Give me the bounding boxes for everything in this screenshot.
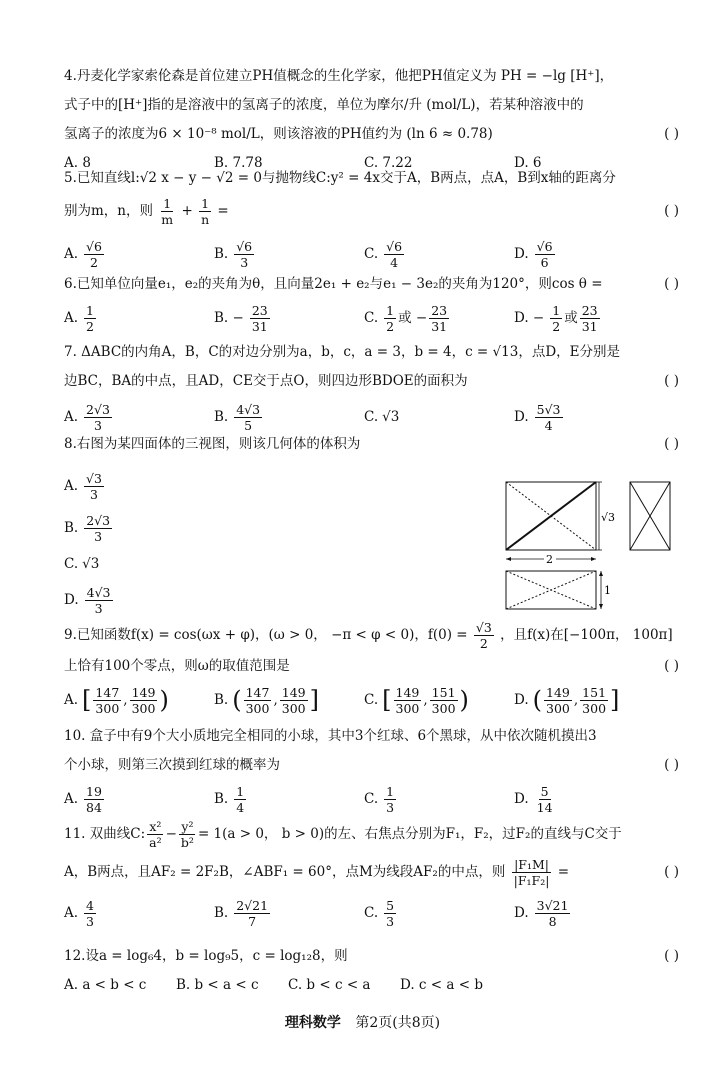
q12-option-a: A. a < b < c	[64, 977, 147, 993]
q12-option-c: C. b < c < a	[288, 977, 371, 993]
question-9	[64, 618, 679, 716]
question-11	[64, 816, 679, 929]
q8-answer-bracket: ( )	[664, 436, 679, 452]
footer-page-number: 第2页(共8页)	[355, 1015, 441, 1031]
q9-answer-bracket: ( )	[664, 658, 679, 674]
page-footer	[0, 1012, 725, 1032]
q4-option-c: C. 7.22	[364, 155, 413, 171]
q10-options	[64, 784, 679, 815]
q10-stem-line-1: 10. 盒子中有9个大小质地完全相同的小球，其中3个红球、6个黑球，从中依次随机摸出3	[64, 728, 597, 744]
q9-frac-sqrt3-over-2: $\frac{√3}{2}$	[475, 620, 492, 651]
question-6	[64, 270, 679, 334]
q4-option-d: D. 6	[514, 155, 542, 171]
q11-frac-ratio: $\frac{\text{|F₁M|}}{\text{|F₁F₂|}}$	[513, 857, 550, 888]
q7-option-d: D. $\frac{5√3}{4}$	[514, 402, 561, 433]
q5-frac-1-over-m: $\frac{1}{m}$	[161, 196, 174, 227]
q12-option-b: B. b < a < c	[176, 977, 259, 993]
question-7	[64, 338, 679, 433]
q11-option-c: C. $\frac{5}{3}$	[364, 898, 395, 929]
q4-option-a: A. 8	[64, 155, 91, 171]
q10-option-b: B. $\frac{1}{4}$	[214, 784, 245, 815]
question-5	[64, 164, 679, 270]
top-view	[506, 571, 596, 609]
height-label: √3	[601, 511, 616, 524]
question-4	[64, 62, 679, 178]
q11-frac-x2-a2: $\frac{\text{x²}}{\text{a²}}$	[149, 819, 162, 850]
q8-option-b: B. $\frac{2√3}{3}$	[64, 512, 111, 544]
q12-option-d: D. c < a < b	[400, 977, 483, 993]
q9-options	[64, 685, 679, 716]
q5-option-c: C. $\frac{√6}{4}$	[364, 239, 403, 270]
q5-stem-line-1: 5.已知直线l:√2 x − y − √2 = 0与抛物线C:y² = 4x交于A，B两点，点A，B到x轴的距离分	[64, 170, 616, 186]
q7-stem-line-1: 7. ΔABC的内角A，B，C的对边分别为a，b，c，a = 3，b = 4，c = √13，点D，E分别是	[64, 344, 620, 360]
q8-stem-line-1: 8.右图为某四面体的三视图，则该几何体的体积为	[64, 436, 361, 452]
q5-option-d: D. $\frac{√6}{6}$	[514, 239, 553, 270]
q6-option-d: D. − $\frac{1}{2}$ 或 $\frac{23}{31}$	[514, 303, 598, 334]
q5-option-a: A. $\frac{√6}{2}$	[64, 239, 102, 270]
q5-stem-text: 别为m，n，则	[64, 203, 153, 219]
q11-stem-line-1: 11. 双曲线C: $\frac{\text{x²}}{\text{a²}}$ − $\frac{\text{y²}}{\text{b²}}$ = 1(a > 0， b > 0)的左、右焦点分别为F₁，F₂，过F₂的直线与C交于	[64, 819, 622, 850]
q6-stem-line-1: 6.已知单位向量e₁，e₂的夹角为θ，且向量2e₁ + e₂与e₁ − 3e₂的夹角为120°，则cos θ =	[64, 276, 603, 292]
q7-option-a: A. $\frac{2√3}{3}$	[64, 402, 110, 433]
q9-option-a: A. [ $\frac{147}{300}$ , $\frac{149}{300}$ )	[64, 685, 169, 716]
q6-option-a: A. $\frac{1}{2}$	[64, 303, 94, 334]
q10-option-c: C. $\frac{1}{3}$	[364, 784, 395, 815]
side-view	[630, 482, 670, 550]
q7-option-c: C. √3	[364, 409, 400, 425]
q11-frac-y2-b2: $\frac{\text{y²}}{\text{b²}}$	[180, 819, 194, 850]
q5-options	[64, 239, 679, 270]
q11-option-a: A. $\frac{4}{3}$	[64, 898, 94, 929]
q9-stem-line-1: 9.已知函数f(x) = cos(ωx + φ)，(ω > 0， −π < φ < 0)，f(0) = $\frac{√3}{2}$ ，且f(x)在[−100π， 100π]	[64, 620, 673, 651]
q4-stem-line-3: 氢离子的浓度为6 × 10⁻⁸ mol/L，则该溶液的PH值约为 (ln 6 ≈ 0.78)	[64, 126, 493, 142]
q7-answer-bracket: ( )	[664, 373, 679, 389]
q11-option-b: B. $\frac{2√21}{7}$	[214, 898, 269, 929]
q4-stem-line-2: 式子中的[H⁺]指的是溶液中的氢离子的浓度，单位为摩尔/升 (mol/L)，若某种溶液中的	[64, 97, 584, 113]
question-12	[64, 942, 679, 1000]
q9-stem-line-2: 上恰有100个零点，则ω的取值范围是	[64, 658, 290, 674]
q4-option-b: B. 7.78	[214, 155, 263, 171]
q8-option-d: D. $\frac{4√3}{3}$	[64, 584, 111, 616]
depth-label: 1	[604, 584, 611, 597]
width-dimension	[506, 553, 596, 566]
q11-options	[64, 898, 679, 929]
q7-options	[64, 402, 679, 433]
q9-option-c: C. [ $\frac{149}{300}$ , $\frac{151}{300}$ )	[364, 685, 469, 716]
q5-frac-1-over-n: $\frac{1}{n}$	[201, 196, 210, 227]
q4-stem-line-1: 4.丹麦化学家索伦森是首位建立PH值概念的生化学家，他把PH值定义为 PH = −lg [H⁺]，	[64, 68, 614, 84]
top-view-dashed-diagonal-2	[506, 571, 596, 609]
depth-dimension	[599, 571, 611, 609]
q12-options	[64, 971, 679, 1000]
question-10	[64, 722, 679, 815]
q10-option-d: D. $\frac{5}{14}$	[514, 784, 553, 815]
q11-option-d: D. $\frac{3√21}{8}$	[514, 898, 569, 929]
q5-option-b: B. $\frac{√6}{3}$	[214, 239, 253, 270]
front-view	[506, 482, 596, 550]
footer-subject: 理科数学	[284, 1015, 341, 1031]
height-dimension	[596, 482, 615, 550]
q5-stem-line-2: 别为m，n，则 $\frac{1}{m}$ + $\frac{1}{n}$ =	[64, 196, 229, 227]
q8-option-a: A. $\frac{√3}{3}$	[64, 470, 102, 502]
q6-option-b: B. − $\frac{23}{31}$	[214, 303, 268, 334]
q10-option-a: A. $\frac{19}{84}$	[64, 784, 102, 815]
q6-option-c: C. $\frac{1}{2}$ 或 − $\frac{23}{31}$	[364, 303, 448, 334]
q12-stem-line-1: 12.设a = log₆4，b = log₉5，c = log₁₂8，则	[64, 948, 348, 964]
q8-option-c: C. √3	[64, 555, 100, 572]
q12-answer-bracket: ( )	[664, 948, 679, 964]
three-view-figure	[500, 476, 685, 616]
q7-option-b: B. $\frac{4√3}{5}$	[214, 402, 261, 433]
q7-stem-line-2: 边BC，BA的中点，且AD，CE交于点O，则四边形BDOE的面积为	[64, 373, 468, 389]
q11-answer-bracket: ( )	[664, 864, 679, 880]
q9-option-b: B. ( $\frac{147}{300}$ , $\frac{149}{300}$ ]	[214, 685, 319, 716]
q6-options	[64, 303, 679, 334]
width-label: 2	[546, 553, 553, 566]
q10-answer-bracket: ( )	[664, 757, 679, 773]
q4-answer-bracket: ( )	[664, 126, 679, 142]
q5-answer-bracket: ( )	[664, 203, 679, 219]
q10-stem-line-2: 个小球，则第三次摸到红球的概率为	[64, 757, 280, 773]
q9-option-d: D. ( $\frac{149}{300}$ , $\frac{151}{300}$ ]	[514, 685, 620, 716]
q11-stem-line-2: A，B两点，且AF₂ = 2F₂B，∠ABF₁ = 60°，点M为线段AF₂的中点，则 $\frac{\text{|F₁M|}}{\text{|F₁F₂|}}$ =	[64, 857, 570, 888]
q6-answer-bracket: ( )	[664, 276, 679, 292]
